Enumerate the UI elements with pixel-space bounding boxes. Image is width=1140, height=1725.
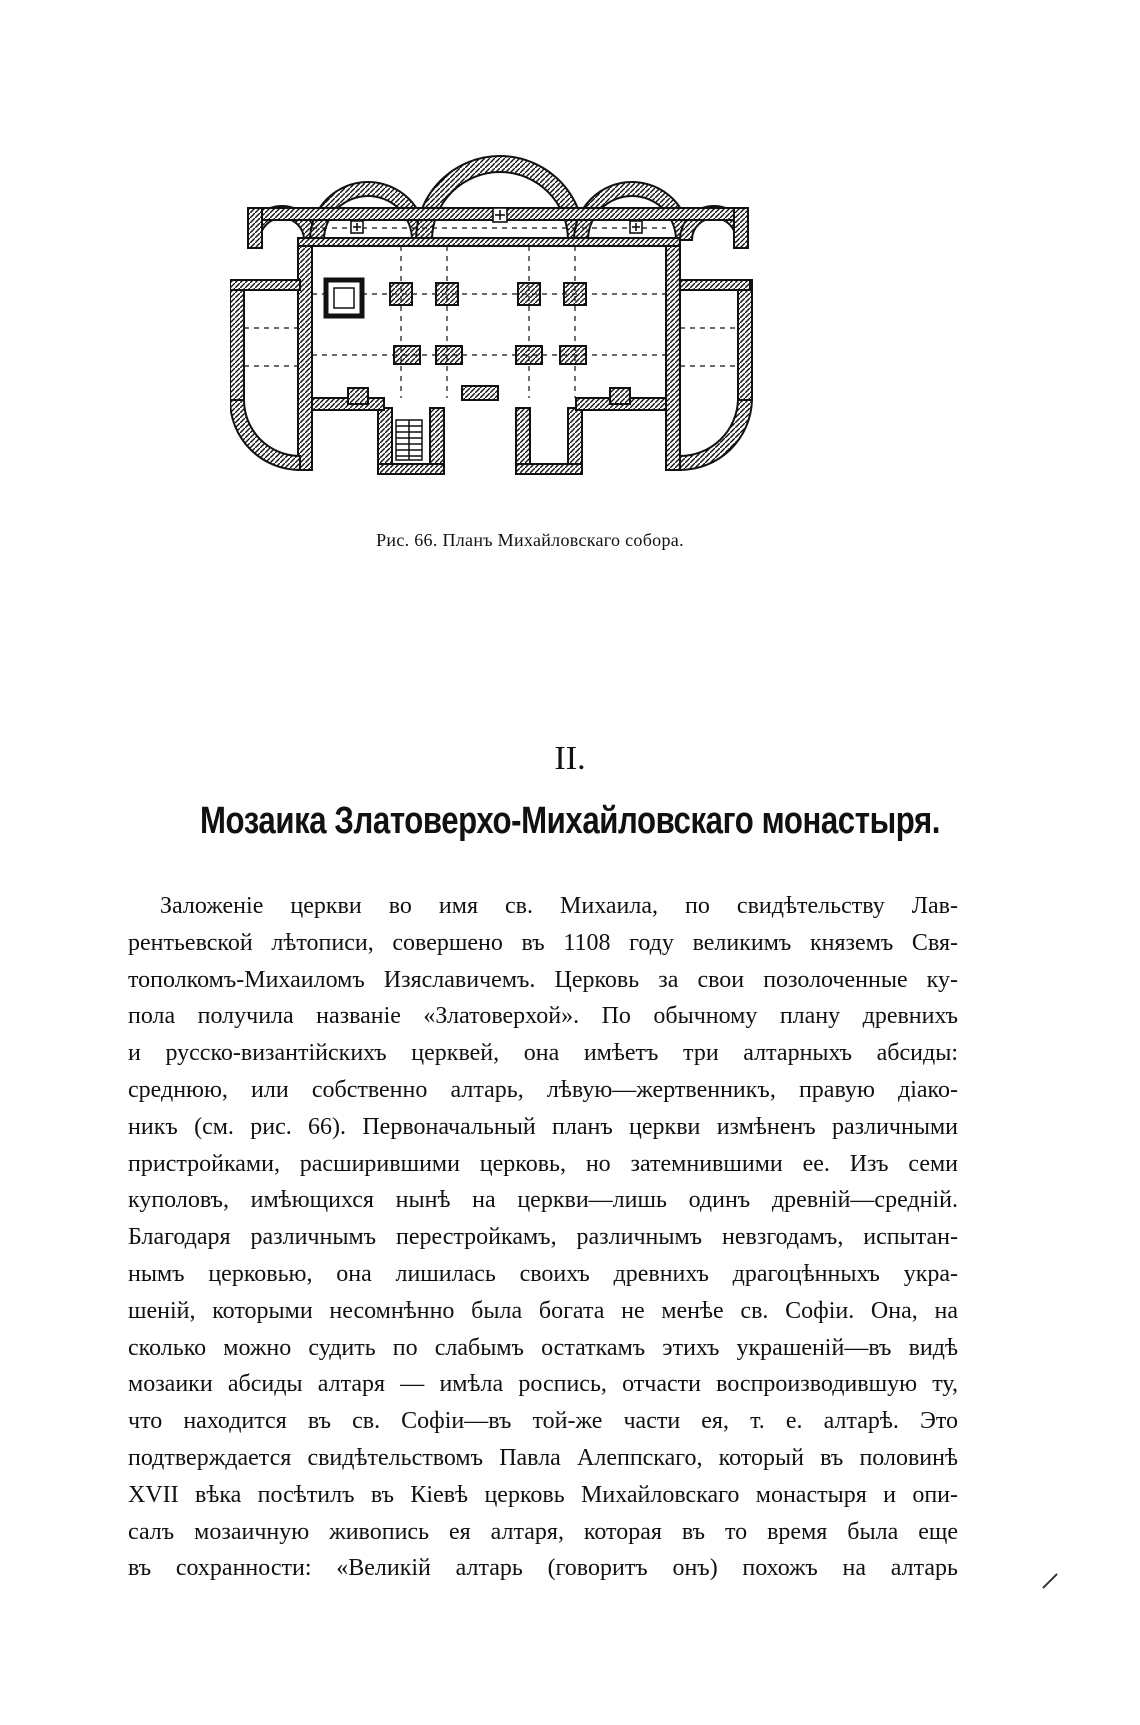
text-line: сколько можно судить по слабымъ остаткамъ этихъ украшенiй—въ видѣ	[128, 1334, 958, 1361]
text-line: Благодаря различнымъ перестройкамъ, различнымъ невзгодамъ, испытан-	[128, 1224, 958, 1251]
text-line: мозаики абсиды алтаря — имѣла роспись, отчасти воспроизводившую ту,	[128, 1371, 958, 1398]
text-line: тополкомъ-Михаиломъ Изяславичемъ. Церковь за свои позолоченные ку-	[128, 966, 958, 993]
church-floor-plan-icon	[230, 128, 830, 530]
section-title: Мозаика Златоверхо-Михайловскаго монастыря.	[199, 800, 940, 842]
text-line: пола получила названiе «Златоверхой». По обычному плану древнихъ	[128, 1003, 958, 1030]
text-line: среднюю, или собственно алтарь, лѣвую—жертвенникъ, правую дiако-	[128, 1076, 958, 1103]
section-number: II.	[554, 740, 586, 777]
text-line: подтверждается свидѣтельствомъ Павла Алеппскаго, который въ половинѣ	[128, 1444, 958, 1471]
text-line: XVII вѣка посѣтилъ въ Кiевѣ церковь Михайловскаго монастыря и опи-	[128, 1481, 958, 1508]
text-line: и русско-византiйскихъ церквей, она имѣетъ три алтарныхъ абсиды:	[128, 1040, 958, 1067]
text-line: салъ мозаичную живопись ея алтаря, которая въ то время была еще	[128, 1518, 958, 1545]
text-line: никъ (см. рис. 66). Первоначальный планъ церкви измѣненъ различными	[128, 1113, 958, 1140]
text-line: шенiй, которыми несомнѣнно была богата не менѣе св. Софiи. Она, на	[128, 1297, 958, 1324]
text-line: что находится въ св. Софiи—въ той-же части ея, т. е. алтарѣ. Это	[128, 1408, 958, 1435]
text-line: въ сохранности: «Великiй алтарь (говоритъ онъ) похожъ на алтарь	[128, 1555, 958, 1582]
text-line: пристройками, расширившими церковь, но затемнившими ее. Изъ семи	[128, 1150, 958, 1177]
figure-caption: Рис. 66. Планъ Михайловскаго собора.	[376, 530, 684, 550]
text-line: Заложенiе церкви во имя св. Михаила, по свидѣтельству Лав-	[160, 893, 958, 919]
text-line: рентьевской лѣтописи, совершено въ 1108 году великимъ княземъ Свя-	[128, 929, 958, 956]
text-line: нымъ церковью, она лишилась своихъ древнихъ драгоцѣнныхъ укра-	[128, 1260, 958, 1287]
pencil-mark	[1042, 1573, 1058, 1589]
body-text	[128, 888, 958, 1587]
text-line: куполовъ, имѣющихся нынѣ на церкви—лишь одинъ древнiй—среднiй.	[128, 1187, 958, 1214]
